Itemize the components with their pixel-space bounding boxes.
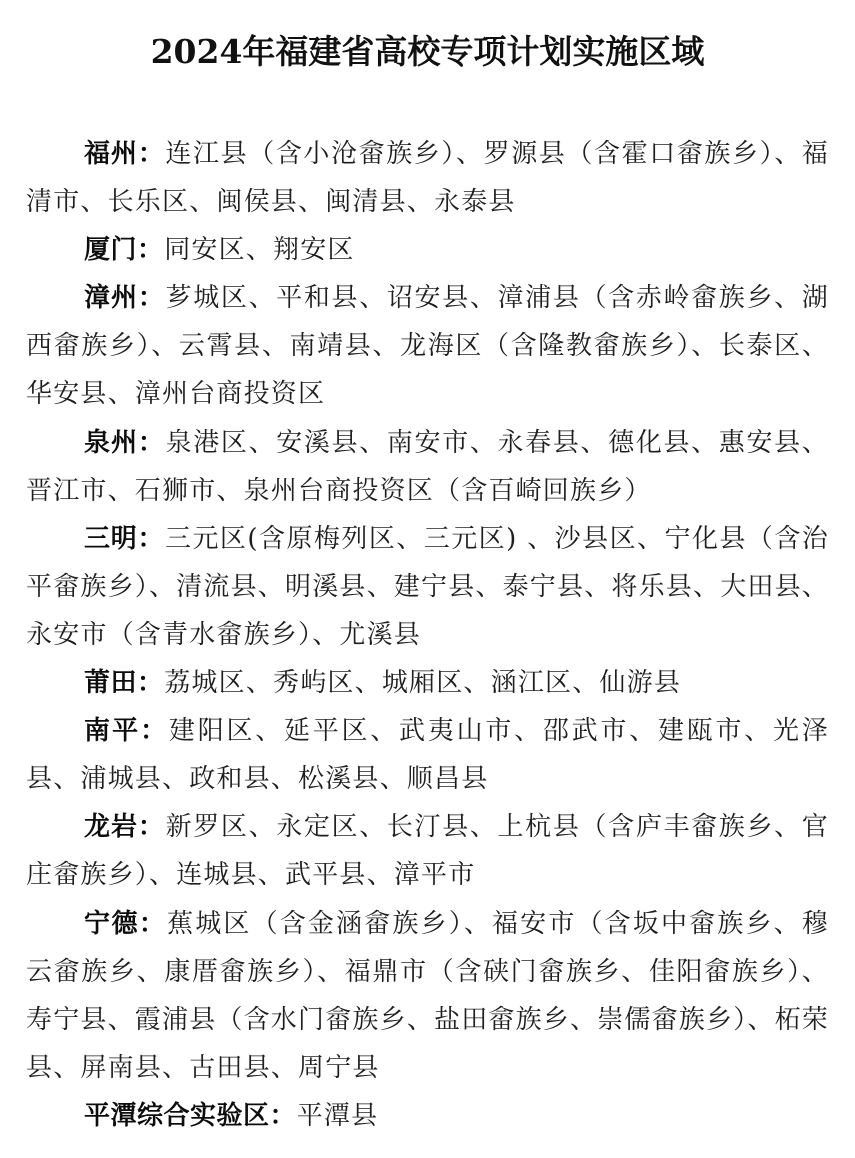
region-name: 厦门: [84, 235, 138, 266]
region-name: 龙岩: [84, 812, 138, 843]
region-name: 泉州: [84, 427, 138, 458]
region-areas: 蕉城区（含金涵畲族乡）、福安市（含坂中畲族乡、穆云畲族乡、康厝畲族乡）、福鼎市（含硖门畲族乡、佳阳畲族乡）、寿宁县、霞浦县（含水门畲族乡、盐田畲族乡、崇儒畲族乡）、柘荣县、屏南县、古田县、周宁县: [26, 908, 830, 1083]
region-paragraph: [26, 707, 829, 803]
region-separator: ：: [269, 1100, 297, 1131]
region-areas: 泉港区、安溪县、南安市、永春县、德化县、惠安县、晋江市、石狮市、泉州台商投资区（含百崎回族乡）: [26, 427, 829, 506]
region-paragraph: [26, 1092, 829, 1140]
region-paragraph: [26, 419, 829, 515]
region-areas: 建阳区、延平区、武夷山市、邵武市、建瓯市、光泽县、浦城县、政和县、松溪县、顺昌县: [26, 716, 829, 795]
document-title: 2024年福建省高校专项计划实施区域: [150, 32, 705, 71]
region-separator: ：: [137, 283, 166, 314]
region-list: [26, 130, 829, 1140]
region-separator: ：: [138, 908, 168, 939]
region-name: 南平: [84, 716, 141, 747]
region-name: 福州: [84, 139, 138, 169]
region-areas: 三元区(含原梅列区、三元区) 、沙县区、宁化县（含治平畲族乡）、清流县、明溪县、建宁县、泰宁县、将乐县、大田县、永安市（含青水畲族乡）、尤溪县: [26, 523, 830, 650]
region-name: 宁德: [84, 908, 139, 939]
region-paragraph: [26, 130, 829, 226]
region-paragraph: [26, 803, 829, 899]
region-areas: 平潭县: [296, 1100, 379, 1131]
region-separator: ：: [137, 668, 165, 699]
region-name: 莆田: [84, 668, 138, 699]
region-separator: ：: [140, 716, 169, 747]
region-separator: ：: [137, 427, 166, 458]
region-areas: 新罗区、永定区、长汀县、上杭县（含庐丰畲族乡、官庄畲族乡）、连城县、武平县、漳平市: [26, 812, 829, 891]
region-separator: ：: [137, 812, 166, 843]
region-name: 平潭综合实验区: [84, 1100, 270, 1131]
region-areas: 连江县（含小沧畲族乡）、罗源县（含霍口畲族乡）、福清市、长乐区、闽侯县、闽清县、永泰县: [26, 139, 829, 218]
region-separator: ：: [137, 235, 165, 266]
region-paragraph: [26, 900, 829, 1092]
region-paragraph: [26, 226, 829, 274]
region-areas: 同安区、翔安区: [164, 235, 355, 266]
region-separator: ：: [137, 139, 166, 169]
region-paragraph: [26, 515, 829, 659]
region-name: 漳州: [84, 283, 138, 314]
region-paragraph: [26, 659, 829, 707]
region-areas: 荔城区、秀屿区、城厢区、涵江区、仙游县: [164, 668, 682, 699]
region-separator: ：: [137, 523, 165, 554]
region-paragraph: [26, 274, 829, 418]
region-areas: 芗城区、平和县、诏安县、漳浦县（含赤岭畲族乡、湖西畲族乡）、云霄县、南靖县、龙海区（含隆教畲族乡）、长泰区、华安县、漳州台商投资区: [26, 283, 829, 410]
region-name: 三明: [84, 523, 138, 554]
